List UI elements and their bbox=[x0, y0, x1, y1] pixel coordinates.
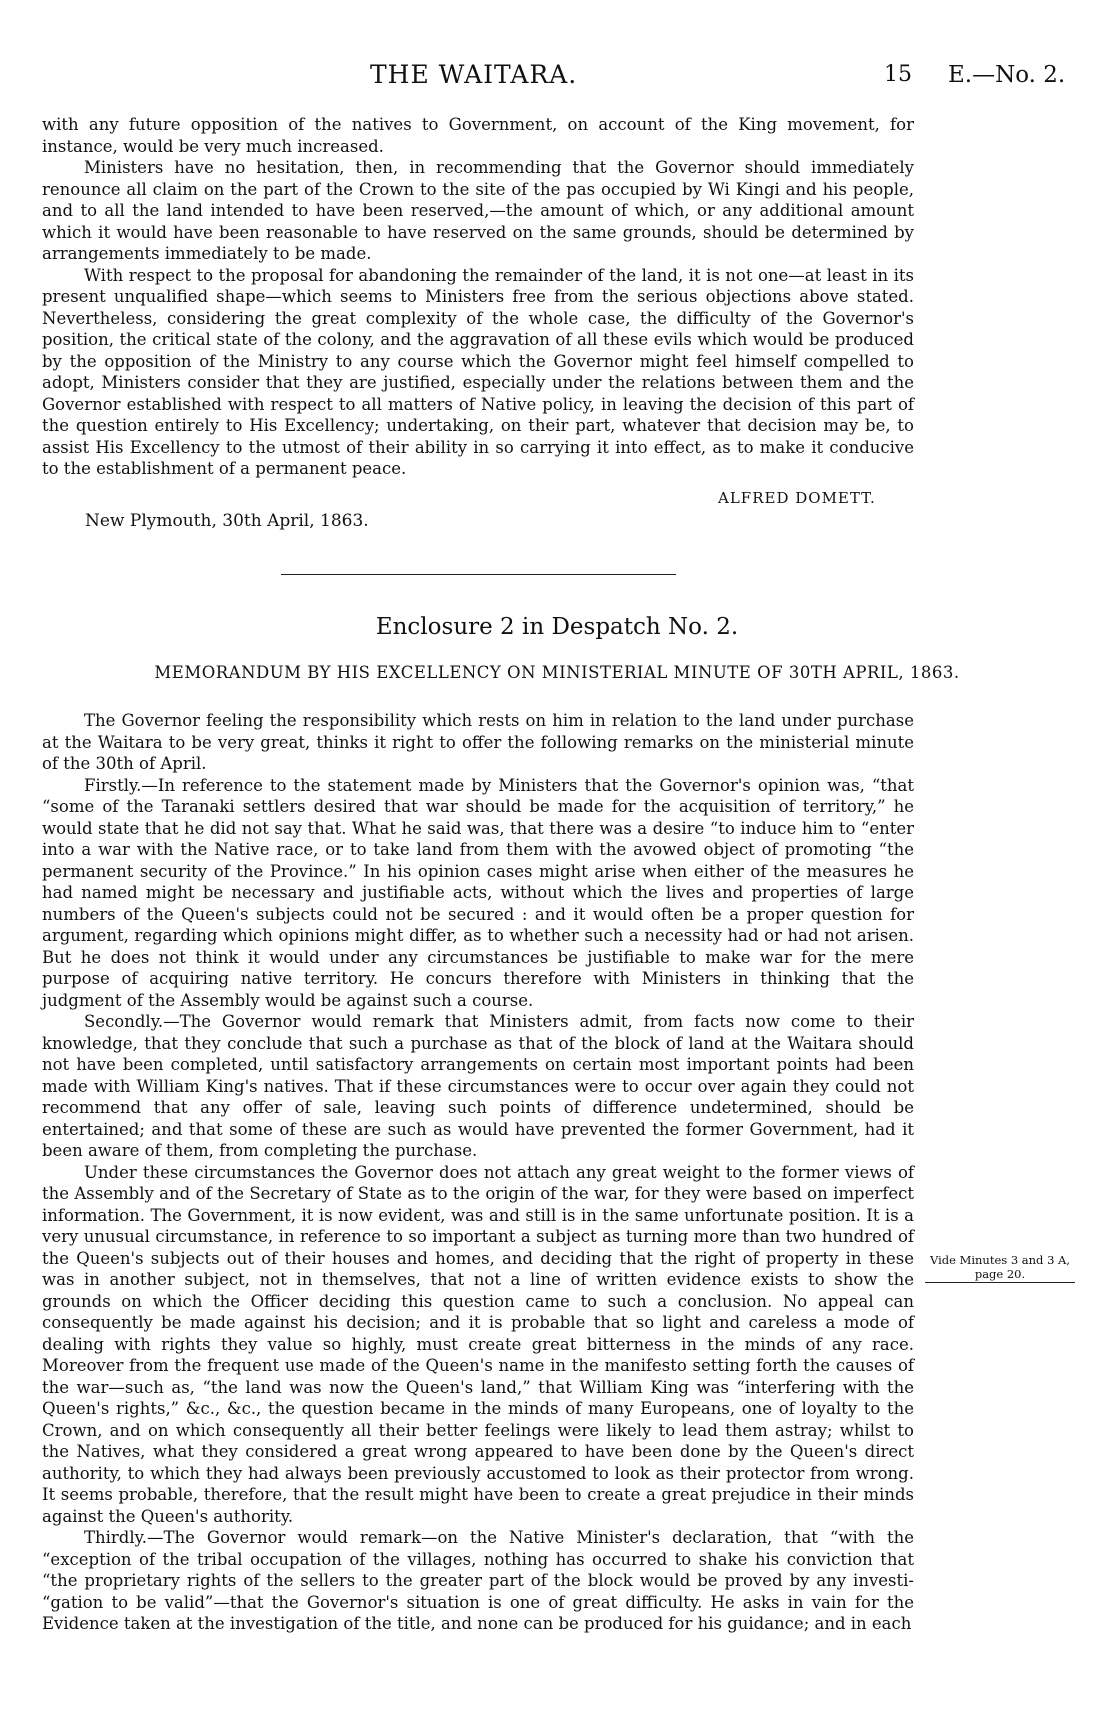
page-header bbox=[0, 60, 1114, 96]
minute-text bbox=[42, 114, 914, 480]
minute-paragraph-1: with any future opposition of the natives to Government, on account of the King movement, for instance, would be very much increased. bbox=[42, 115, 914, 156]
margin-note-rule bbox=[925, 1282, 1075, 1283]
place-date: New Plymouth, 30th April, 1863. bbox=[85, 511, 369, 531]
minute-paragraph-3: With respect to the proposal for abandoning the remainder of the land, it is not one—at least in its present unqualified shape—which seems to Ministers free from the serious objections above stated. Nevertheless, considering the great complexity of the whole case, the difficulty of the Governor's position, the critical state of the colony, and the aggravation of all these evils which would be produced by the opposition of the Ministry to any course which the Governor might feel himself compelled to adopt, Ministers consider that they are justified, especially under the relations between them and the Governor established with respect to all matters of Native policy, in leaving the decision of this part of the question entirely to His Excellency; undertaking, on their part, whatever that decision may be, to assist His Excellency to the utmost of their ability in so carrying it into effect, as to make it conducive to the establishment of a permanent peace. bbox=[42, 265, 914, 478]
memorandum-text bbox=[42, 710, 914, 1635]
signature: ALFRED DOMETT. bbox=[718, 489, 876, 507]
margin-note bbox=[925, 1253, 1075, 1281]
memo-paragraph-3: Secondly.—The Governor would remark that Ministers admit, from facts now come to their knowledge, that they conclude that such a purchase as that of the block of land at the Waitara should not have been completed, until satisfactory arrangements on certain most important points had been made with William King's natives. That if these circumstances were to occur over again they could not recommend that any offer of sale, leaving such points of difference undetermined, should be entertained; and that some of these are such as would have prevented the former Government, had it been aware of them, from completing the purchase. bbox=[42, 1012, 914, 1160]
margin-note-line-1: Vide Minutes 3 and 3 A, bbox=[929, 1253, 1071, 1267]
enclosure-title: Enclosure 2 in Despatch No. 2. bbox=[375, 614, 739, 640]
page-number: 15 bbox=[884, 62, 912, 87]
memo-paragraph-4: Under these circumstances the Governor does not attach any great weight to the former views of the Assembly and of the Secretary of State as to the origin of the war, for they were based on imperfect information. The Government, it is now evident, was and still is in the same unfortunate position. It is a very unusual circumstance, in reference to so important a subject as turning more than two hundred of the Queen's subjects out of their houses and homes, and deciding that the right of property in these was in another subject, not in themselves, that not a line of written evidence exists to show the grounds on which the Officer deciding this question came to such a conclusion. No appeal can consequently be made against his decision; and it is probable that so light and careless a mode of dealing with rights they value so highly, must create great bitterness in the minds of any race. Moreover from the frequent use made of the Queen's name in the manifesto setting forth the causes of the war—such as, “the land was now the Queen's land,” that William King was “interfering with the Queen's rights,” &c., &c., the question became in the minds of many Europeans, one of loyalty to the Crown, and on which consequently all their better feelings were likely to lead them astray; whilst to the Natives, what they considered a great wrong appeared to have been done by the Queen's direct authority, to which they had always been previously accustomed to look as their protector from wrong. It seems probable, therefore, that the result might have been to create a great prejudice in their minds against the Queen's authority. bbox=[42, 1162, 914, 1526]
memo-paragraph-1: The Governor feeling the responsibility which rests on him in relation to the land under purchase at the Waitara to be very great, thinks it right to offer the following remarks on the ministerial minute of the 30th of April. bbox=[42, 711, 914, 773]
minute-paragraph-2: Ministers have no hesitation, then, in recommending that the Governor should immediately renounce all claim on the part of the Crown to the site of the pas occupied by Wi Kingi and his people, and to all the land intended to have been reserved,—the amount of which, or any additional amount which it would have been reasonable to have reserved on the same grounds, should be determined by arrangements immediately to be made. bbox=[42, 158, 914, 263]
memo-paragraph-2: Firstly.—In reference to the statement made by Ministers that the Governor's opinion was, “that “some of the Taranaki settlers desired that war should be made for the acquisition of territory,” he would state that he did not say that. What he said was, that there was a desire “to induce him to “enter into a war with the Native race, or to take land from them with the avowed object of promoting “the permanent security of the Province.” In his opinion cases might arise when either of the measures he had named might be necessary and justifiable acts, without which the lives and properties of large numbers of the Queen's subjects could not be secured : and it would often be a proper question for argument, regarding which opinions might differ, as to whether such a necessity had or had not arisen. But he does not think it would under any circumstances be justifiable to make war for the mere purpose of acquiring native territory. He concurs therefore with Ministers in thinking that the judgment of the Assembly would be against such a course. bbox=[42, 775, 914, 1010]
section-divider bbox=[281, 574, 676, 575]
memorandum-title: MEMORANDUM BY HIS EXCELLENCY ON MINISTERIAL MINUTE OF 30TH APRIL, 1863. bbox=[154, 663, 960, 682]
margin-note-line-2: page 20. bbox=[974, 1267, 1026, 1281]
document-reference: E.—No. 2. bbox=[948, 62, 1066, 88]
running-title: THE WAITARA. bbox=[370, 60, 578, 89]
memo-paragraph-5: Thirdly.—The Governor would remark—on the Native Minister's declaration, that “with the “exception of the tribal occupation of the villages, nothing has occurred to shake his conviction that “the proprietary rights of the sellers to the greater part of the block would be proved by any investi- “gation to be valid”—that the Governor's situation is one of great difficulty. He asks in vain for the Evidence taken at the investigation of the title, and none can be produced for his guidance; and in each bbox=[42, 1528, 914, 1633]
